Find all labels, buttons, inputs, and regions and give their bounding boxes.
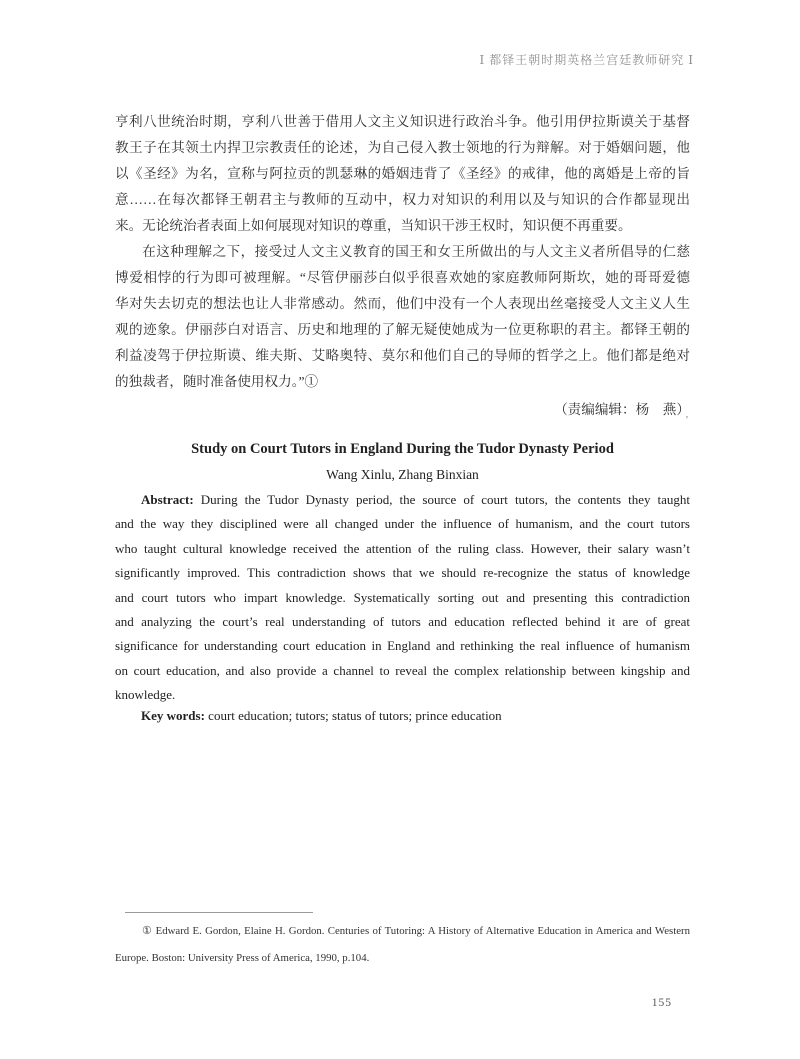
text-line: 以《圣经》为名，宣称与阿拉贡的凯瑟琳的婚姻违背了《圣经》的戒律，他的离婚是上帝的旨	[115, 166, 690, 181]
footnote-marker: ①	[142, 925, 153, 937]
abstract-continuation	[115, 512, 690, 707]
english-title: Study on Court Tutors in England During the Tudor Dynasty Period	[191, 441, 614, 457]
abstract-block	[115, 488, 690, 708]
keywords-text: court education; tutors; status of tutors; prince education	[208, 708, 502, 723]
text-line: 博爱相悖的行为即可被理解。“尽管伊丽莎白似乎很喜欢她的家庭教师阿斯坎，她的哥哥爱德	[115, 270, 690, 285]
text-line: 教王子在其领土内捍卫宗教责任的论述，为自己侵入教士领地的行为辩解。对于婚姻问题，他	[115, 140, 690, 155]
chinese-body	[115, 109, 690, 395]
stray-mark: '	[686, 414, 688, 426]
running-header: Ⅰ 都铎王朝时期英格兰宫廷教师研究 Ⅰ	[479, 53, 694, 67]
abstract-label: Abstract:	[141, 492, 194, 507]
abstract-first-line	[115, 488, 690, 512]
text-line: who taught cultural knowledge received the attention of the ruling class. However, their salary wasn’t	[115, 540, 690, 556]
keywords-line	[115, 708, 690, 724]
footnote-text-1: Edward E. Gordon, Elaine H. Gordon. Centuries of Tutoring: A History of Alternative Education in America and Western	[155, 925, 690, 937]
text-line: 观的迹象。伊丽莎白对语言、历史和地理的了解无疑使她成为一位更称职的君主。都铎王朝的	[115, 322, 690, 337]
text-line: 意……在每次都铎王朝君主与教师的互动中，权力对知识的利用以及与知识的合作都显现出	[115, 192, 690, 207]
text-line: knowledge.	[115, 687, 176, 703]
text-line: and the way they disciplined were all changed under the influence of humanism, and the court tutors	[115, 516, 690, 532]
footnote-divider	[125, 912, 313, 913]
keywords-label: Key words:	[141, 708, 205, 723]
text-line: 华对失去切克的想法也让人非常感动。然而，他们中没有一个人表现出丝毫接受人文主义人生	[115, 296, 690, 311]
text-line: and analyzing the court’s real understanding of tutors and education reflected behind it are of great	[115, 614, 690, 630]
text-line: on court education, and also provide a channel to reveal the complex relationship between kingship and	[115, 662, 690, 678]
chinese-paragraph-2	[115, 239, 690, 395]
text-line: 在这种理解之下，接受过人文主义教育的国王和女王所做出的与人文主义者所倡导的仁慈	[142, 244, 690, 259]
text-line: significance for understanding court education in England and rethinking the real influence of humanism	[115, 638, 690, 654]
page-number: 155	[651, 997, 672, 1009]
text-line: 利益凌驾于伊拉斯谟、维夫斯、艾略奥特、莫尔和他们自己的导师的哲学之上。他们都是绝对	[115, 348, 690, 363]
abstract-line-text: During the Tudor Dynasty period, the source of court tutors, the contents they taught	[200, 492, 690, 507]
authors-line: Wang Xinlu, Zhang Binxian	[326, 467, 479, 482]
text-line: 来。无论统治者表面上如何展现对知识的尊重，当知识干涉王权时，知识便不再重要。	[115, 218, 632, 233]
chinese-paragraph-1	[115, 109, 690, 239]
editor-credit: （责编编辑：杨 燕）	[554, 402, 690, 417]
footnote-line-1	[115, 918, 690, 945]
footnote-line-2: Europe. Boston: University Press of America, 1990, p.104.	[115, 952, 370, 964]
text-line: 的独裁者，随时准备使用权力。”①	[115, 374, 319, 389]
text-line: 亨利八世统治时期，亨利八世善于借用人文主义知识进行政治斗争。他引用伊拉斯谟关于基督	[115, 114, 690, 129]
footnote-block	[115, 912, 690, 972]
text-line: significantly improved. This contradiction shows that we should re-recognize the status of knowledge	[115, 565, 690, 581]
text-line: and court tutors who impart knowledge. Systematically sorting out and presenting this contradiction	[115, 589, 690, 605]
